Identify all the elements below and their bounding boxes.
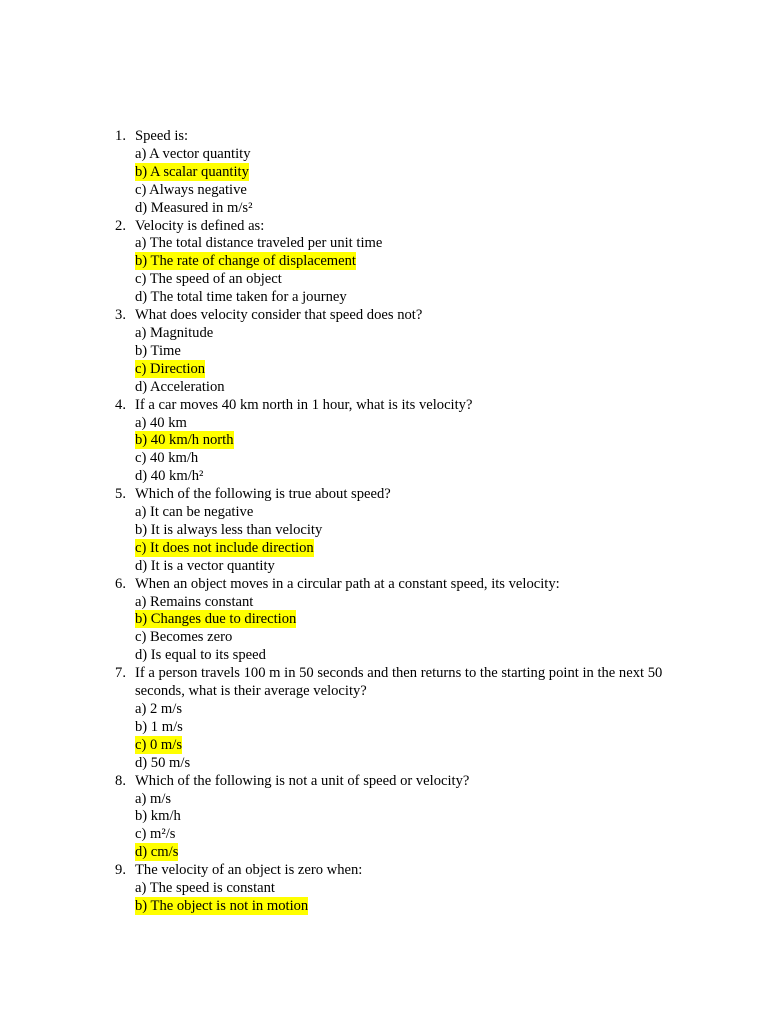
answer-option-correct — [135, 898, 666, 916]
question-number: 3. — [115, 307, 126, 324]
answer-option-text: d) Measured in m/s² — [135, 199, 253, 216]
answer-option — [135, 325, 666, 343]
answer-option-text: a) Magnitude — [135, 324, 214, 341]
answer-option-text: b) 1 m/s — [135, 718, 183, 735]
answer-option-text: a) Remains constant — [135, 593, 254, 610]
answer-option-text: a) A vector quantity — [135, 145, 251, 162]
answer-option-text: b) km/h — [135, 808, 181, 825]
answer-option-text: d) It is a vector quantity — [135, 557, 275, 574]
question-text: The velocity of an object is zero when: — [135, 862, 363, 879]
question-item — [106, 773, 666, 863]
answer-options — [135, 594, 666, 666]
answer-option-correct — [135, 164, 666, 182]
answer-option — [135, 271, 666, 289]
answer-option-text: c) 0 m/s — [135, 736, 183, 753]
answer-option-text: b) Changes due to direction — [135, 611, 297, 628]
question-text: Speed is: — [135, 128, 189, 144]
question-item — [106, 665, 666, 772]
answer-option-text: a) 2 m/s — [135, 701, 183, 717]
answer-option-correct — [135, 540, 666, 558]
answer-option — [135, 522, 666, 540]
question-text: What does velocity consider that speed does not? — [135, 307, 423, 324]
answer-options — [135, 701, 666, 773]
answer-options — [135, 504, 666, 576]
answer-option-text: c) m²/s — [135, 826, 176, 843]
question-text: Velocity is defined as: — [135, 217, 265, 234]
answer-option-text: a) The speed is constant — [135, 880, 275, 897]
answer-option — [135, 755, 666, 773]
answer-option — [135, 594, 666, 612]
question-text: Which of the following is true about speed? — [135, 486, 391, 503]
answer-option-text: d) Is equal to its speed — [135, 647, 266, 664]
answer-option — [135, 629, 666, 647]
answer-options — [135, 415, 666, 487]
answer-option — [135, 504, 666, 522]
answer-option — [135, 558, 666, 576]
answer-option — [135, 289, 666, 307]
answer-options — [135, 146, 666, 218]
answer-option — [135, 808, 666, 826]
answer-option-text: c) Direction — [135, 360, 206, 377]
question-text: When an object moves in a circular path at a constant speed, its velocity: — [135, 575, 560, 592]
answer-option-text: b) It is always less than velocity — [135, 521, 323, 538]
answer-option-text: d) Acceleration — [135, 378, 225, 395]
answer-option-correct — [135, 844, 666, 862]
answer-option-correct — [135, 611, 666, 629]
question-text: If a car moves 40 km north in 1 hour, what is its velocity? — [135, 396, 473, 413]
answer-option — [135, 880, 666, 898]
answer-option-text: c) Always negative — [135, 181, 247, 198]
answer-option — [135, 379, 666, 397]
question-number: 9. — [115, 862, 126, 879]
answer-option-text: a) The total distance traveled per unit time — [135, 235, 383, 252]
answer-option — [135, 719, 666, 737]
answer-option-text: a) m/s — [135, 790, 172, 807]
answer-option-text: c) Becomes zero — [135, 629, 233, 646]
question-item — [106, 862, 666, 916]
answer-option-text: d) The total time taken for a journey — [135, 289, 347, 306]
question-text: If a person travels 100 m in 50 seconds and then returns to the starting point in the next 50 seconds, what is their average velocity? — [135, 665, 663, 700]
answer-option — [135, 701, 666, 719]
answer-options — [135, 325, 666, 397]
question-item — [106, 397, 666, 487]
answer-option — [135, 826, 666, 844]
question-number: 5. — [115, 486, 126, 503]
question-item — [106, 218, 666, 308]
question-number: 6. — [115, 575, 126, 592]
answer-options — [135, 791, 666, 863]
answer-option-text: c) 40 km/h — [135, 450, 199, 467]
question-number: 7. — [115, 665, 126, 682]
answer-options — [135, 235, 666, 307]
answer-option-text: c) It does not include direction — [135, 539, 314, 556]
answer-option-correct — [135, 361, 666, 379]
question-item — [106, 307, 666, 397]
question-item — [106, 486, 666, 576]
answer-option-text: a) 40 km — [135, 414, 187, 431]
answer-option-correct — [135, 432, 666, 450]
answer-option-text: b) 40 km/h north — [135, 432, 234, 449]
answer-option — [135, 182, 666, 200]
answer-option-text: b) A scalar quantity — [135, 163, 249, 180]
question-number: 8. — [115, 772, 126, 789]
answer-option — [135, 200, 666, 218]
answer-option-text: a) It can be negative — [135, 504, 254, 521]
answer-option-text: c) The speed of an object — [135, 271, 282, 288]
answer-option — [135, 791, 666, 809]
answer-option — [135, 468, 666, 486]
question-item — [106, 576, 666, 666]
answer-option-text: d) 50 m/s — [135, 754, 191, 771]
answer-options — [135, 880, 666, 916]
answer-option-correct — [135, 253, 666, 271]
answer-option — [135, 343, 666, 361]
question-list — [106, 128, 666, 916]
question-number: 1. — [115, 128, 126, 144]
question-text: Which of the following is not a unit of speed or velocity? — [135, 772, 470, 789]
answer-option — [135, 647, 666, 665]
answer-option — [135, 235, 666, 253]
question-number: 4. — [115, 396, 126, 413]
question-number: 2. — [115, 217, 126, 234]
answer-option-correct — [135, 737, 666, 755]
answer-option-text: d) 40 km/h² — [135, 468, 204, 485]
answer-option — [135, 450, 666, 468]
question-item — [106, 128, 666, 218]
answer-option — [135, 146, 666, 164]
answer-option-text: b) The rate of change of displacement — [135, 253, 356, 270]
answer-option-text: d) cm/s — [135, 844, 179, 861]
answer-option-text: b) The object is not in motion — [135, 897, 309, 914]
answer-option-text: b) Time — [135, 342, 181, 359]
answer-option — [135, 415, 666, 433]
